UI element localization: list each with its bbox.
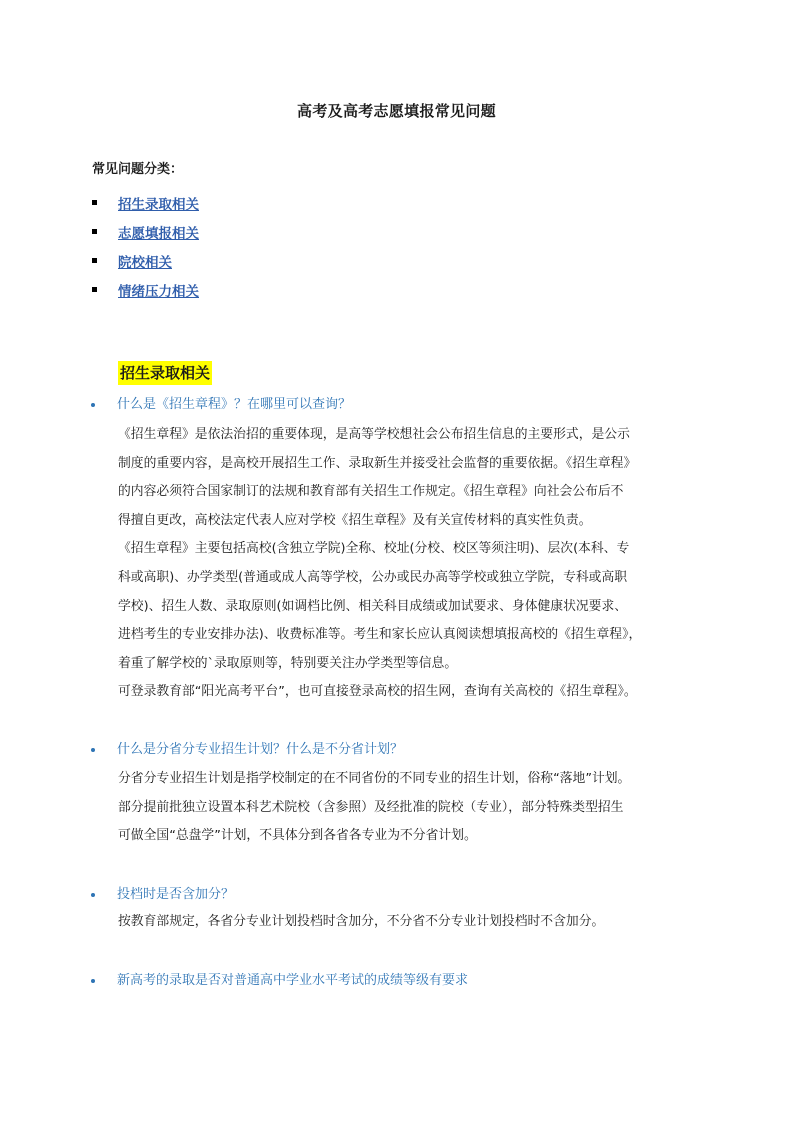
category-heading: 常见问题分类： bbox=[92, 162, 184, 177]
category-link-admission[interactable]: 招生录取相关 bbox=[118, 196, 199, 213]
list-item bbox=[92, 275, 199, 304]
question-text: 什么是分省分专业招生计划？什么是不分省计划？ bbox=[117, 742, 404, 757]
answer-line: 学校)、招生人数、录取原则(如调档比例、相关科目成绩或加试要求、身体健康状况要求、 bbox=[118, 598, 628, 614]
list-item bbox=[92, 246, 199, 275]
category-list bbox=[92, 188, 199, 304]
round-bullet-icon bbox=[91, 403, 95, 407]
answer bbox=[118, 421, 678, 707]
question-text: 投档时是否含加分？ bbox=[117, 887, 235, 902]
answer-line: 的内容必须符合国家制订的法规和教育部有关招生工作规定。《招生章程》向社会公布后不 bbox=[118, 484, 624, 500]
answer-line: 科或高职)、办学类型(普通或成人高等学校，公办或民办高等学校或独立学院，专科或高职 bbox=[118, 569, 628, 585]
answer bbox=[118, 908, 678, 937]
answer-line: 按教育部规定，各省分专业计划投档时含加分，不分省不分专业计划投档时不含加分。 bbox=[118, 914, 605, 929]
category-link-application[interactable]: 志愿填报相关 bbox=[118, 225, 199, 242]
question-text: 新高考的录取是否对普通高中学业水平考试的成绩等级有要求 bbox=[117, 973, 469, 988]
square-bullet-icon bbox=[92, 287, 97, 292]
round-bullet-icon bbox=[91, 893, 95, 897]
square-bullet-icon bbox=[92, 258, 97, 263]
answer-line: 分省分专业招生计划是指学校制定的在不同省份的不同专业的招生计划，俗称“落地”计划。 bbox=[118, 771, 631, 786]
answer-line: 制度的重要内容，是高校开展招生工作、录取新生并接受社会监督的重要依据。《招生章程》 bbox=[118, 455, 637, 471]
answer-line: 《招生章程》是依法治招的重要体现，是高等学校想社会公布招生信息的主要形式，是公示 bbox=[118, 427, 630, 442]
answer-line: 可做全国“总盘学”计划，不具体分到各省各专业为不分省计划。 bbox=[118, 828, 477, 844]
category-link-stress[interactable]: 情绪压力相关 bbox=[118, 283, 199, 300]
square-bullet-icon bbox=[92, 200, 97, 205]
square-bullet-icon bbox=[92, 229, 97, 234]
list-item bbox=[92, 188, 199, 217]
answer-line: 《招生章程》主要包括高校(含独立学院)全称、校址(分校、校区等须注明)、层次(本科、专 bbox=[118, 541, 630, 557]
answer-line: 部分提前批独立设置本科艺术院校（含参照）及经批准的院校（专业），部分特殊类型招生 bbox=[118, 799, 624, 815]
section-heading: 招生录取相关 bbox=[118, 361, 212, 385]
answer-line: 进档考生的专业安排办法)、收费标准等。考生和家长应认真阅读想填报高校的《招生章程》， bbox=[118, 627, 642, 643]
answer-line: 可登录教育部“阳光高考平台”，也可直接登录高校的招生网，查询有关高校的《招生章程》。 bbox=[118, 684, 637, 700]
page-title: 高考及高考志愿填报常见问题 bbox=[297, 102, 496, 120]
round-bullet-icon bbox=[91, 979, 95, 983]
answer bbox=[118, 765, 678, 851]
round-bullet-icon bbox=[91, 748, 95, 752]
category-link-institutions[interactable]: 院校相关 bbox=[118, 254, 172, 271]
answer-line: 得擅自更改，高校法定代表人应对学校《招生章程》及有关宣传材料的真实性负责。 bbox=[118, 512, 592, 528]
question bbox=[90, 740, 403, 760]
question bbox=[90, 885, 234, 905]
question-text: 什么是《招生章程》？在哪里可以查询？ bbox=[117, 397, 352, 412]
answer-line: 着重了解学校的`录取原则等，特别要关注办学类型等信息。 bbox=[118, 655, 458, 671]
list-item bbox=[92, 217, 199, 246]
question bbox=[90, 395, 351, 415]
question bbox=[90, 971, 468, 991]
